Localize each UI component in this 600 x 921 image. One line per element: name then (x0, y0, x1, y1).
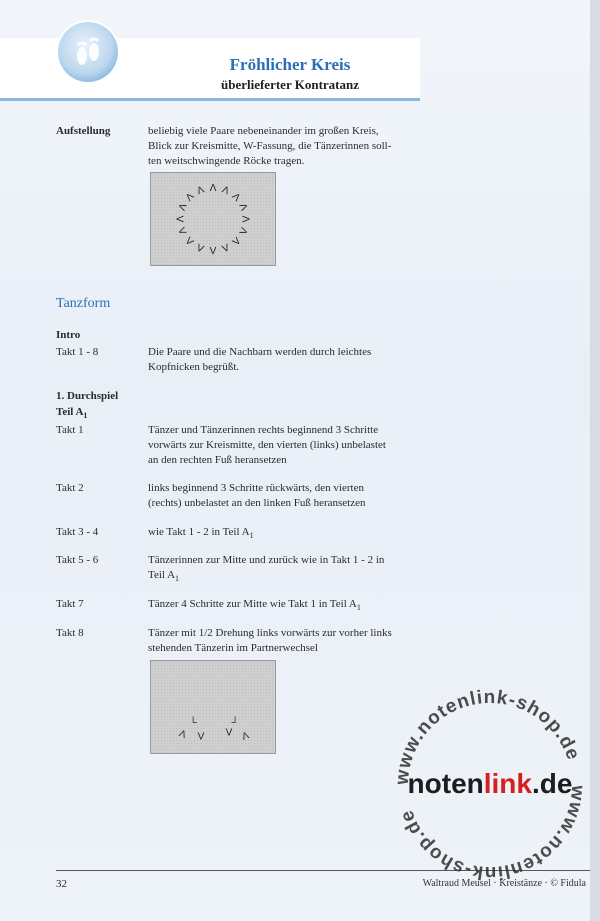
step-text (148, 553, 418, 586)
dancer-mark: V (239, 728, 250, 742)
dancer-mark: └ (189, 717, 197, 729)
dancer-mark: V (209, 181, 217, 193)
step-text: wie Takt 1 - 2 in Teil $A_1$ (148, 526, 254, 541)
circle-formation-diagram (150, 172, 276, 266)
dancer-mark: V (175, 226, 188, 237)
intro-line: Die Paare und die Nachbarn werden durch leichtes (148, 346, 372, 358)
intro-label: Intro (56, 329, 81, 341)
aufstellung-line: beliebig viele Paare nebeneinander im großen Kreis, (148, 125, 379, 137)
partner-change-diagram (150, 660, 276, 754)
step-line: Tänzer mit 1/2 Drehung links vorwärts zur vorher links (148, 627, 392, 639)
dancer-mark: V (238, 226, 251, 237)
aufstellung-label: Aufstellung (56, 125, 111, 137)
dancer-mark: V (209, 245, 217, 257)
dancer-mark: V (178, 726, 189, 740)
page-title: Fröhlicher Kreis (229, 55, 351, 74)
watermark-brand: notenlink.de (407, 768, 573, 799)
step-text (148, 626, 418, 656)
step-line: stehenden Tänzerin im Partnerwechsel (148, 642, 318, 654)
step-takt: Takt 3 - 4 (56, 526, 99, 538)
page-number: 32 (56, 878, 67, 890)
step-takt: Takt 2 (56, 482, 84, 494)
dancer-mark: V (194, 182, 206, 196)
step-line: an den rechten Fuß heransetzen (148, 454, 287, 466)
watermark-ring-text: www.notenlink-shop.de (396, 784, 589, 884)
dancer-mark: V (182, 189, 196, 203)
step-text: Tänzer 4 Schritte zur Mitte wie Takt 1 in Teil $A_1$ (148, 598, 361, 613)
page-edge (590, 0, 600, 921)
dancer-mark: V (173, 215, 185, 223)
dancer-mark: V (197, 731, 205, 743)
watermark-ring-text: www.notenlink-shop.de (391, 686, 584, 786)
step-line: Tänzer und Tänzerinnen rechts beginnend 3 Schritte (148, 424, 379, 436)
step-text (148, 481, 418, 511)
durchspiel-label: 1. Durchspiel (56, 390, 119, 402)
footprints-logo-icon (58, 22, 118, 82)
dancer-mark: V (225, 727, 233, 739)
dancer-mark: V (238, 201, 251, 212)
step-text (148, 423, 418, 468)
aufstellung-text (148, 124, 418, 169)
aufstellung-line: ten weitschwingende Röcke tragen. (148, 155, 305, 167)
step-line: Tänzerinnen zur Mitte und zurück wie in Takt 1 - 2 in (148, 554, 385, 566)
step-line: vorwärts zur Kreismitte, den vierten (links) unbelastet (148, 439, 386, 451)
intro-line: Kopfnicken begrüßt. (148, 361, 240, 373)
step-takt: Takt 1 (56, 424, 84, 436)
step-takt: Takt 7 (56, 598, 84, 610)
header (180, 55, 400, 93)
dancer-mark: V (194, 242, 206, 256)
footer-credit: Waltraud Meusel · Kreistänze · © Fidula (422, 878, 586, 889)
dancer-mark: V (241, 215, 253, 223)
teil-label: Teil $A_1$ (56, 406, 88, 421)
step-line: (rechts) unbelastet an den linken Fuß heransetzen (148, 497, 366, 509)
dancer-mark: V (220, 182, 232, 196)
page-subtitle: überlieferter Kontratanz (220, 77, 360, 92)
step-takt: Takt 5 - 6 (56, 554, 99, 566)
tanzform-heading: Tanzform (56, 296, 111, 311)
step-line: Teil $A_1$ (148, 569, 180, 584)
shop-watermark-stamp (390, 685, 590, 885)
dancer-mark: V (230, 235, 244, 249)
dancer-mark: ┘ (231, 717, 239, 729)
intro-text (148, 345, 418, 375)
header-rule (0, 98, 420, 101)
dancer-mark: V (220, 242, 232, 256)
dancer-mark: V (230, 189, 244, 203)
step-takt: Takt 8 (56, 627, 84, 639)
dancer-mark: V (175, 201, 188, 212)
dancer-mark: V (182, 235, 196, 249)
step-line: links beginnend 3 Schritte rückwärts, den vierten (148, 482, 364, 494)
aufstellung-line: Blick zur Kreismitte, W-Fassung, die Tänzerinnen soll- (148, 140, 392, 152)
intro-takt: Takt 1 - 8 (56, 346, 99, 358)
